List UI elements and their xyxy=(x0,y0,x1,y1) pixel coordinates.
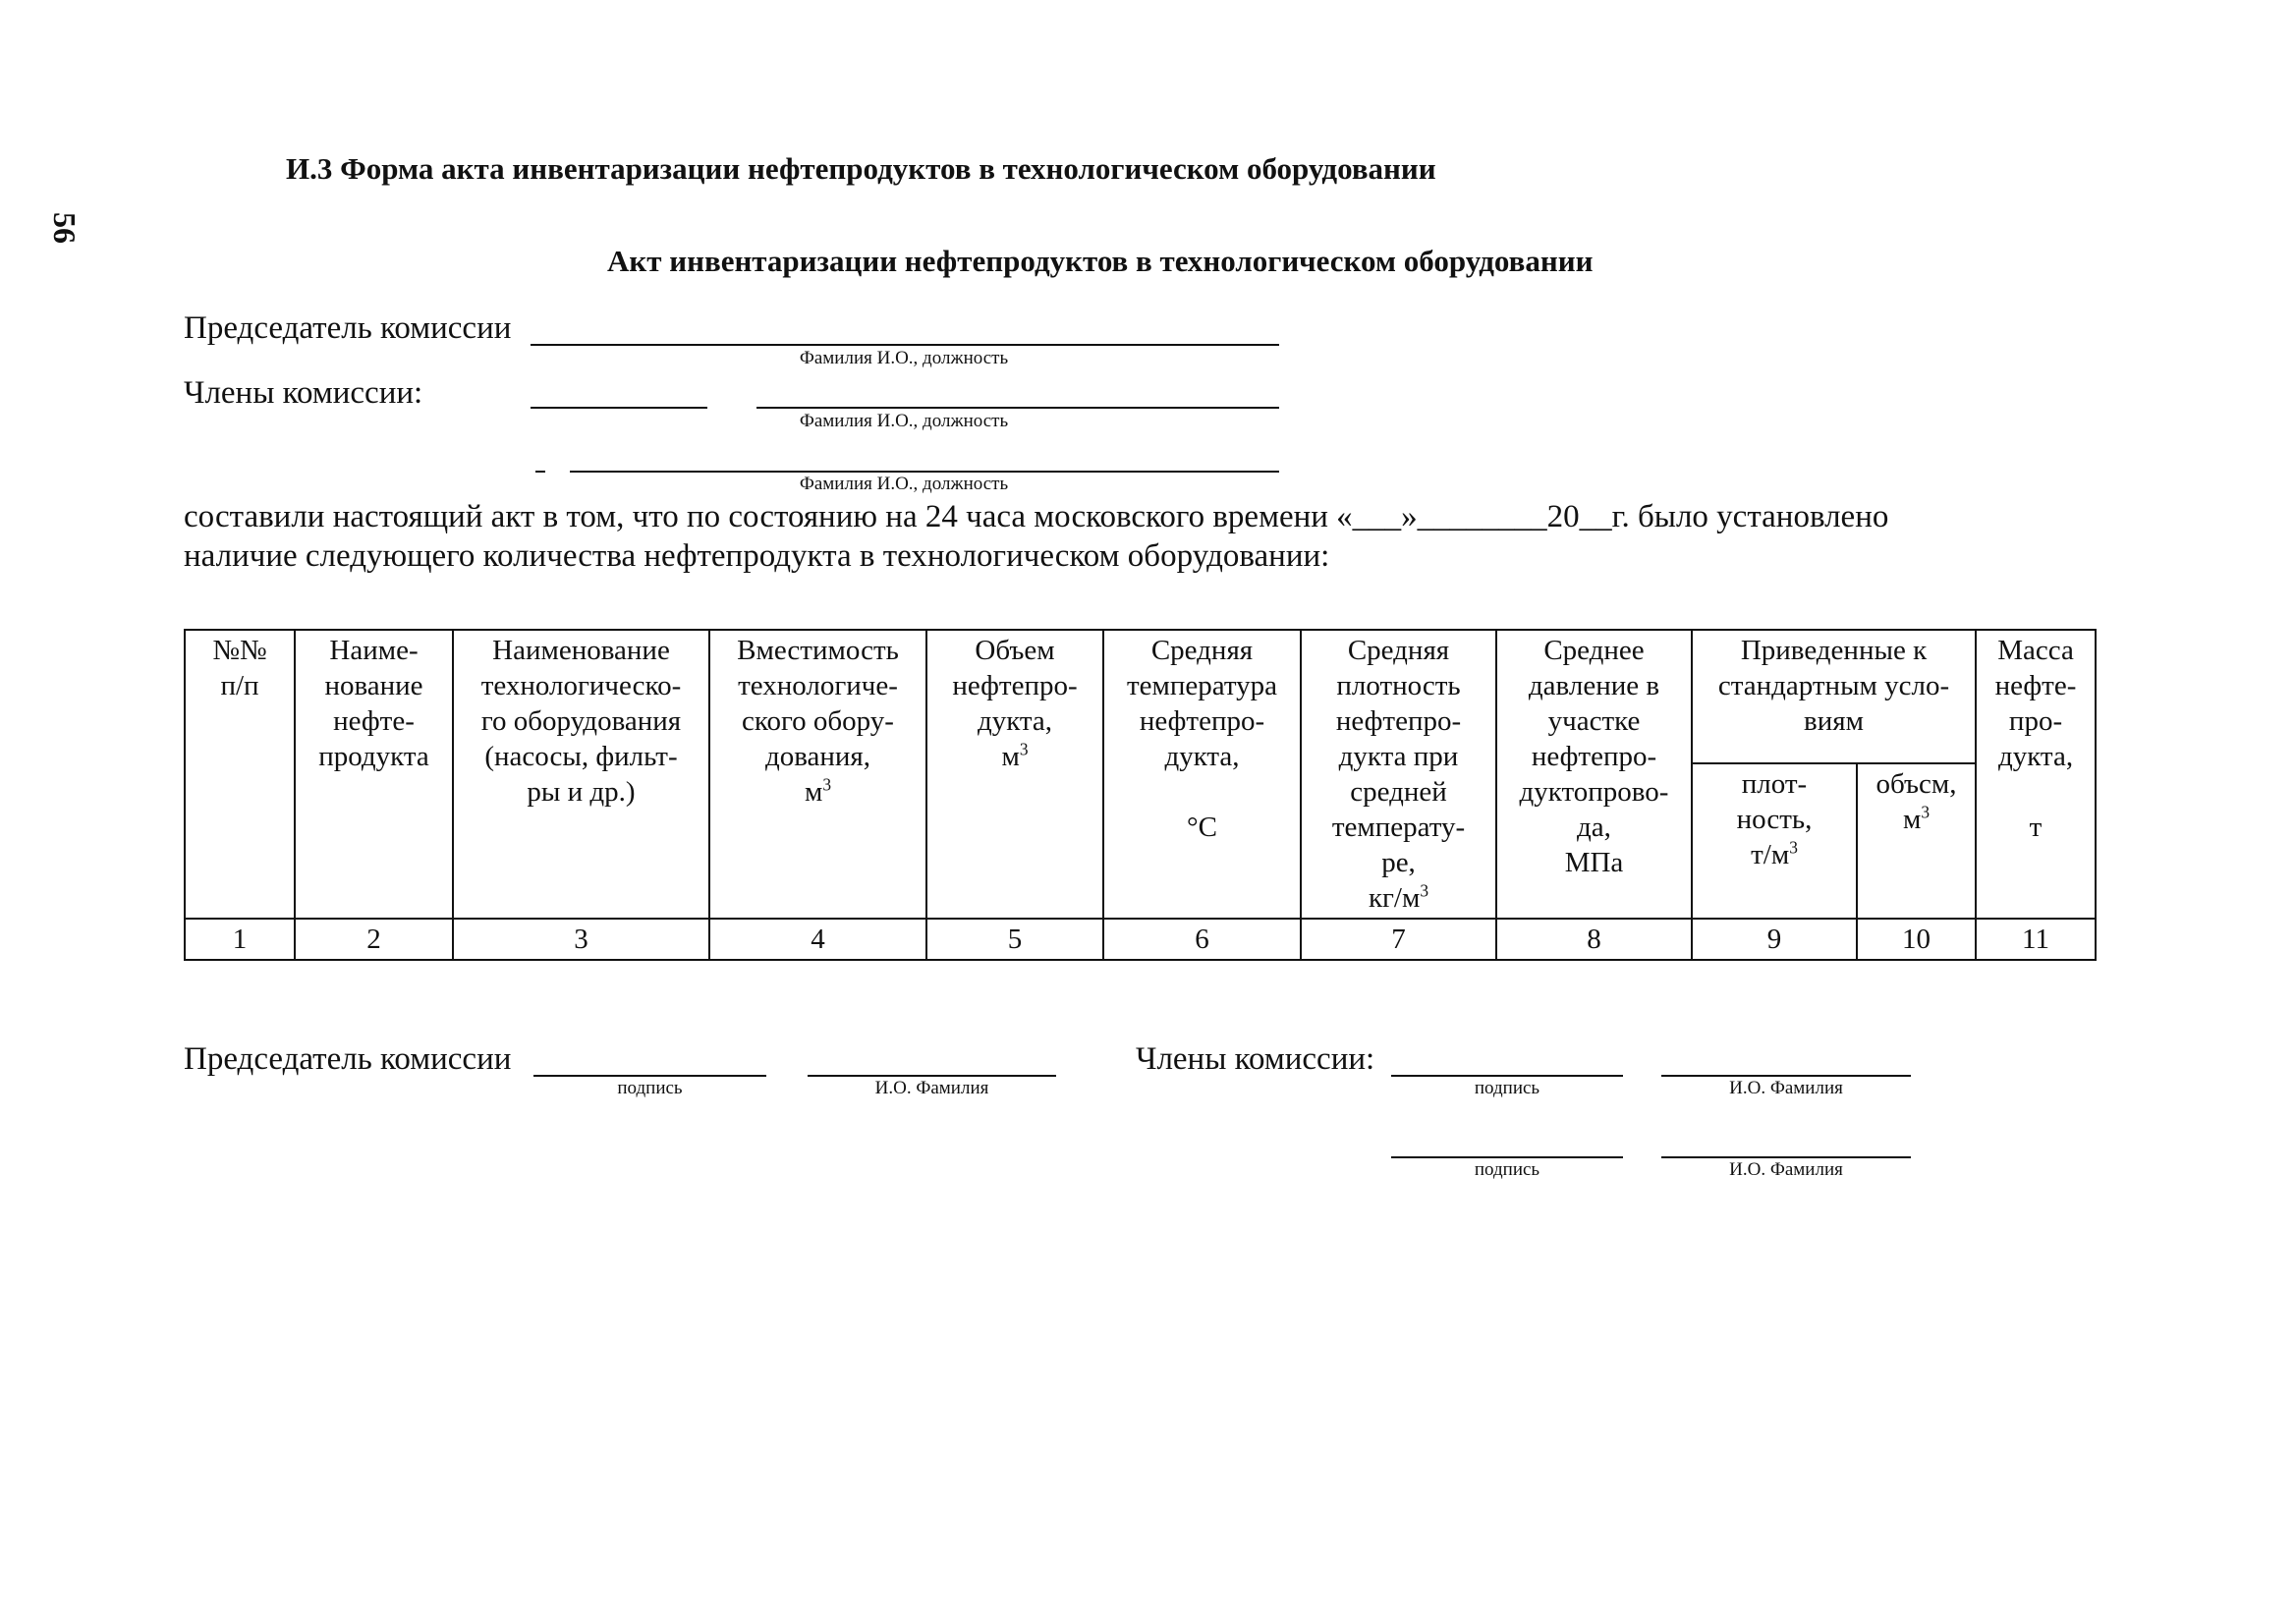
sig-chairman-sign-hint: подпись xyxy=(617,1078,683,1098)
col-header-std-density: плот- ность, $т/м^3$ xyxy=(1692,763,1857,919)
col-header-equipment-name: Наименование технологическо- го оборудования (насосы, фильт- ры и др.) xyxy=(453,630,709,919)
sig-member2-name-hint: И.О. Фамилия xyxy=(1729,1159,1843,1180)
member2-line-b[interactable] xyxy=(570,471,1279,473)
col-header-mass: Масса нефте- про- дукта, т xyxy=(1976,630,2096,919)
act-title: Акт инвентаризации нефтепродуктов в технологическом оборудовании xyxy=(607,244,1594,278)
table-row-numbers xyxy=(185,919,2096,960)
sig-member2-sign-hint: подпись xyxy=(1474,1159,1540,1180)
col-number-9: 9 xyxy=(1692,919,1857,960)
sig-chairman-sign-line[interactable] xyxy=(533,1075,766,1077)
member2-hint: Фамилия И.О., должность xyxy=(799,474,1009,494)
col-header-capacity: Вместимость технологиче- ского обору- дования, $м^3$ xyxy=(709,630,926,919)
statement-line-2: наличие следующего количества нефтепродукта в технологическом оборудовании: xyxy=(184,538,1330,574)
inventory-table xyxy=(184,629,2097,961)
section-title: И.3 Форма акта инвентаризации нефтепродуктов в технологическом оборудовании xyxy=(286,151,1436,186)
sig-member1-name-line[interactable] xyxy=(1661,1075,1911,1077)
col-header-number: №№ п/п xyxy=(185,630,295,919)
col-number-2: 2 xyxy=(295,919,453,960)
member1-hint: Фамилия И.О., должность xyxy=(799,411,1009,431)
chairman-hint: Фамилия И.О., должность xyxy=(799,348,1009,368)
sig-members-label: Члены комиссии: xyxy=(1136,1041,1375,1077)
col-number-3: 3 xyxy=(453,919,709,960)
chairman-label: Председатель комиссии xyxy=(184,310,512,346)
sig-member1-name-hint: И.О. Фамилия xyxy=(1729,1078,1843,1098)
col-number-7: 7 xyxy=(1301,919,1496,960)
col-header-standard-conditions: Приведенные к стандартным усло- виям xyxy=(1692,630,1976,763)
chairman-name-line[interactable] xyxy=(531,344,1279,346)
members-label: Члены комиссии: xyxy=(184,375,423,411)
col-number-11: 11 xyxy=(1976,919,2096,960)
col-number-6: 6 xyxy=(1103,919,1301,960)
col-number-5: 5 xyxy=(926,919,1103,960)
sig-chairman-name-hint: И.О. Фамилия xyxy=(874,1078,989,1098)
col-header-product-name: Наиме- нование нефте- продукта xyxy=(295,630,453,919)
sig-member2-sign-line[interactable] xyxy=(1391,1156,1623,1158)
member1-line-a[interactable] xyxy=(531,407,707,409)
col-header-pressure: Среднее давление в участке нефтепро- дуктопрово- да, МПа xyxy=(1496,630,1692,919)
col-number-4: 4 xyxy=(709,919,926,960)
statement-line-1: составили настоящий акт в том, что по состоянию на 24 часа московского времени «___»________20__г. было установлено xyxy=(184,499,1889,534)
member1-line-b[interactable] xyxy=(756,407,1279,409)
sig-member2-name-line[interactable] xyxy=(1661,1156,1911,1158)
member2-line-a xyxy=(535,471,545,473)
col-number-10: 10 xyxy=(1857,919,1976,960)
sig-chairman-label: Председатель комиссии xyxy=(184,1041,512,1077)
col-header-density: Средняя плотность нефтепро- дукта при средней температу- ре, $кг/м^3$ xyxy=(1301,630,1496,919)
col-header-temperature: Средняя температура нефтепро- дукта, °С xyxy=(1103,630,1301,919)
page-number: 56 xyxy=(47,212,83,244)
sig-member1-sign-line[interactable] xyxy=(1391,1075,1623,1077)
col-header-volume: Объем нефтепро- дукта, $м^3$ xyxy=(926,630,1103,919)
col-number-1: 1 xyxy=(185,919,295,960)
col-header-std-volume: объсм, $м^3$ xyxy=(1857,763,1976,919)
sig-member1-sign-hint: подпись xyxy=(1474,1078,1540,1098)
col-number-8: 8 xyxy=(1496,919,1692,960)
sig-chairman-name-line[interactable] xyxy=(808,1075,1056,1077)
table-header-row xyxy=(185,630,2096,763)
